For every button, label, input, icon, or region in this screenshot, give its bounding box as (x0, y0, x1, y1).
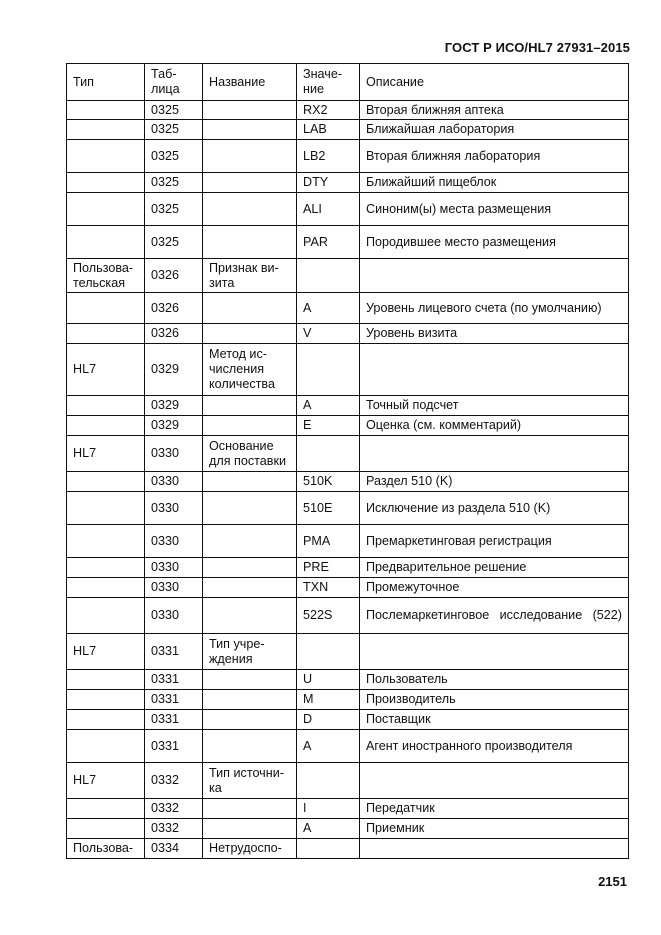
column-header-description: Описание (360, 64, 629, 101)
cell-description: Производитель (360, 690, 629, 710)
cell-description: Оценка (см. комментарий) (360, 416, 629, 436)
cell-value: M (297, 690, 360, 710)
cell-type (67, 819, 145, 839)
cell-value (297, 344, 360, 396)
table-row (67, 396, 629, 416)
cell-type: Пользова-тельская (67, 259, 145, 293)
cell-name (203, 472, 297, 492)
cell-name: Признак ви-зита (203, 259, 297, 293)
cell-value: PRE (297, 558, 360, 578)
cell-value: DTY (297, 173, 360, 193)
cell-type (67, 578, 145, 598)
page-number: 2151 (598, 874, 627, 889)
cell-table: 0326 (145, 324, 203, 344)
table-row (67, 120, 629, 140)
cell-value (297, 634, 360, 670)
cell-table: 0331 (145, 670, 203, 690)
table-row (67, 598, 629, 634)
cell-type (67, 140, 145, 173)
table-row (67, 710, 629, 730)
cell-table: 0331 (145, 730, 203, 763)
table-row (67, 839, 629, 859)
table-row (67, 173, 629, 193)
cell-value: 510E (297, 492, 360, 525)
cell-description (360, 344, 629, 396)
document-header: ГОСТ Р ИСО/HL7 27931–2015 (444, 40, 630, 55)
cell-name (203, 324, 297, 344)
cell-type (67, 193, 145, 226)
table-row (67, 293, 629, 324)
cell-description: Промежуточное (360, 578, 629, 598)
cell-name: Тип источни-ка (203, 763, 297, 799)
cell-description: Точный подсчет (360, 396, 629, 416)
cell-name (203, 226, 297, 259)
cell-value (297, 436, 360, 472)
cell-table: 0329 (145, 416, 203, 436)
table-row (67, 416, 629, 436)
cell-table: 0331 (145, 710, 203, 730)
cell-value: ALI (297, 193, 360, 226)
cell-description: Исключение из раздела 510 (K) (360, 492, 629, 525)
table-row (67, 670, 629, 690)
cell-type (67, 525, 145, 558)
cell-table: 0330 (145, 525, 203, 558)
cell-description: Ближайший пищеблок (360, 173, 629, 193)
cell-description: Вторая ближняя лаборатория (360, 140, 629, 173)
cell-table: 0330 (145, 598, 203, 634)
classification-table (66, 63, 629, 859)
cell-value: D (297, 710, 360, 730)
column-header-table: Таб- лица (145, 64, 203, 101)
cell-table: 0325 (145, 140, 203, 173)
cell-value (297, 839, 360, 859)
cell-name (203, 710, 297, 730)
cell-description: Вторая ближняя аптека (360, 101, 629, 120)
cell-name (203, 173, 297, 193)
cell-value: PAR (297, 226, 360, 259)
cell-name: Метод ис-числения количества (203, 344, 297, 396)
cell-value: A (297, 396, 360, 416)
cell-type (67, 598, 145, 634)
table-row (67, 472, 629, 492)
cell-table: 0331 (145, 634, 203, 670)
table-row (67, 763, 629, 799)
cell-description: Поставщик (360, 710, 629, 730)
cell-name (203, 670, 297, 690)
cell-table: 0325 (145, 226, 203, 259)
cell-name (203, 730, 297, 763)
table-row (67, 525, 629, 558)
cell-table: 0325 (145, 173, 203, 193)
table-row (67, 101, 629, 120)
cell-type (67, 101, 145, 120)
cell-value: U (297, 670, 360, 690)
cell-type (67, 396, 145, 416)
cell-value: A (297, 819, 360, 839)
cell-type: HL7 (67, 634, 145, 670)
cell-type (67, 690, 145, 710)
cell-description: Синоним(ы) места размещения (360, 193, 629, 226)
cell-type (67, 558, 145, 578)
cell-type: HL7 (67, 436, 145, 472)
cell-value (297, 763, 360, 799)
cell-description: Послемаркетинговое исследование (522) (360, 598, 629, 634)
cell-name (203, 819, 297, 839)
table-row (67, 634, 629, 670)
cell-name (203, 799, 297, 819)
cell-value: A (297, 730, 360, 763)
table-header-row (67, 64, 629, 101)
cell-description (360, 436, 629, 472)
cell-description (360, 259, 629, 293)
cell-name (203, 293, 297, 324)
cell-name: Тип учре-ждения (203, 634, 297, 670)
table-row (67, 259, 629, 293)
table-row (67, 193, 629, 226)
cell-table: 0325 (145, 101, 203, 120)
cell-description: Предварительное решение (360, 558, 629, 578)
cell-type: HL7 (67, 763, 145, 799)
cell-name (203, 120, 297, 140)
cell-name (203, 101, 297, 120)
cell-type (67, 730, 145, 763)
cell-value: E (297, 416, 360, 436)
cell-value: PMA (297, 525, 360, 558)
cell-type: Пользова- (67, 839, 145, 859)
cell-description: Породившее место размещения (360, 226, 629, 259)
cell-description: Агент иностранного производителя (360, 730, 629, 763)
cell-name (203, 598, 297, 634)
cell-value: I (297, 799, 360, 819)
table-row (67, 578, 629, 598)
cell-table: 0329 (145, 396, 203, 416)
cell-type (67, 416, 145, 436)
cell-value: A (297, 293, 360, 324)
table-row (67, 819, 629, 839)
column-header-value: Значе- ние (297, 64, 360, 101)
cell-table: 0332 (145, 763, 203, 799)
cell-description: Раздел 510 (K) (360, 472, 629, 492)
cell-name: Основание для поставки (203, 436, 297, 472)
cell-table: 0326 (145, 259, 203, 293)
cell-table: 0330 (145, 436, 203, 472)
table-row (67, 558, 629, 578)
table-row (67, 730, 629, 763)
cell-value: 510K (297, 472, 360, 492)
table-row (67, 226, 629, 259)
cell-name (203, 140, 297, 173)
cell-name (203, 558, 297, 578)
cell-type (67, 799, 145, 819)
cell-type (67, 492, 145, 525)
cell-type (67, 226, 145, 259)
cell-table: 0330 (145, 472, 203, 492)
cell-description: Уровень лицевого счета (по умолчанию) (360, 293, 629, 324)
column-header-type: Тип (67, 64, 145, 101)
cell-description (360, 839, 629, 859)
cell-table: 0325 (145, 120, 203, 140)
cell-description: Передатчик (360, 799, 629, 819)
cell-table: 0330 (145, 492, 203, 525)
cell-name (203, 416, 297, 436)
table-row (67, 690, 629, 710)
cell-description: Ближайшая лаборатория (360, 120, 629, 140)
cell-value (297, 259, 360, 293)
cell-name: Нетрудоспо- (203, 839, 297, 859)
cell-description (360, 634, 629, 670)
cell-table: 0325 (145, 193, 203, 226)
cell-type (67, 670, 145, 690)
cell-value: TXN (297, 578, 360, 598)
cell-description: Приемник (360, 819, 629, 839)
cell-name (203, 193, 297, 226)
cell-name (203, 525, 297, 558)
cell-table: 0334 (145, 839, 203, 859)
cell-description: Премаркетинговая регистрация (360, 525, 629, 558)
cell-type (67, 472, 145, 492)
table-row (67, 324, 629, 344)
cell-type (67, 324, 145, 344)
table-row (67, 799, 629, 819)
cell-value: V (297, 324, 360, 344)
cell-type (67, 293, 145, 324)
column-header-name: Название (203, 64, 297, 101)
cell-name (203, 578, 297, 598)
cell-table: 0326 (145, 293, 203, 324)
table-row (67, 344, 629, 396)
table-row (67, 140, 629, 173)
table-row (67, 492, 629, 525)
cell-description: Пользователь (360, 670, 629, 690)
cell-name (203, 396, 297, 416)
cell-table: 0329 (145, 344, 203, 396)
cell-value: RX2 (297, 101, 360, 120)
table-row (67, 436, 629, 472)
cell-table: 0330 (145, 578, 203, 598)
cell-table: 0330 (145, 558, 203, 578)
cell-table: 0332 (145, 799, 203, 819)
cell-type: HL7 (67, 344, 145, 396)
cell-type (67, 710, 145, 730)
cell-type (67, 173, 145, 193)
cell-value: 522S (297, 598, 360, 634)
cell-name (203, 492, 297, 525)
cell-description (360, 763, 629, 799)
cell-value: LAB (297, 120, 360, 140)
cell-table: 0332 (145, 819, 203, 839)
cell-value: LB2 (297, 140, 360, 173)
cell-table: 0331 (145, 690, 203, 710)
cell-type (67, 120, 145, 140)
cell-name (203, 690, 297, 710)
cell-description: Уровень визита (360, 324, 629, 344)
